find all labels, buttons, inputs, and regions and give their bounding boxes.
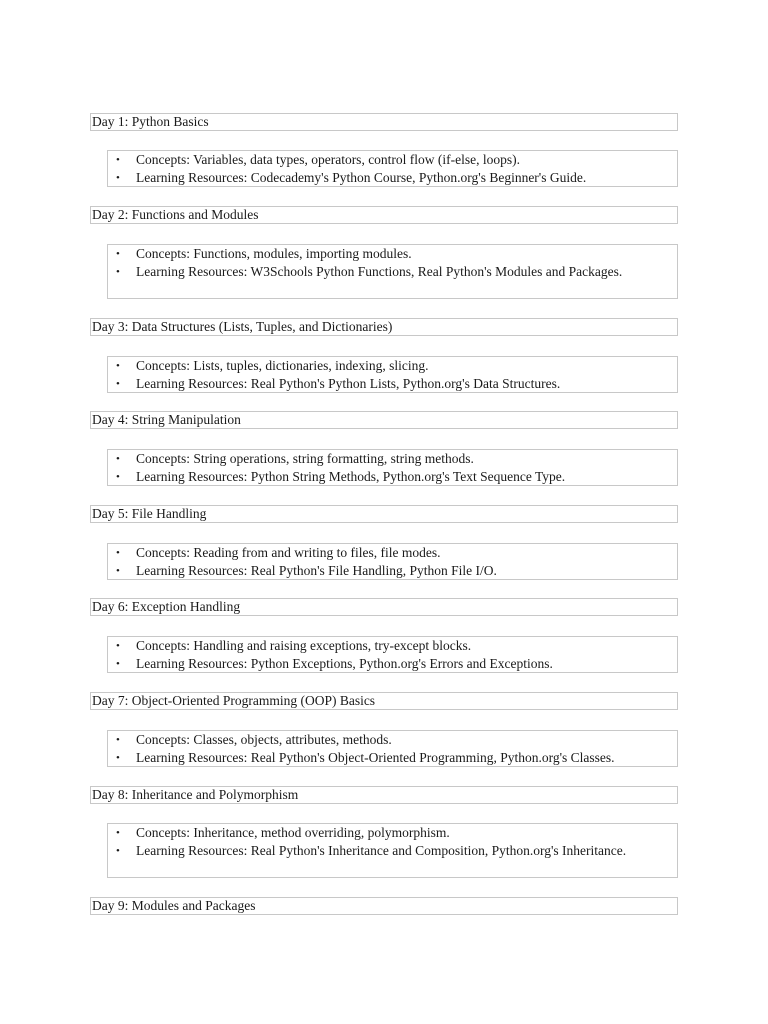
day-7-heading: Day 7: Object-Oriented Programming (OOP) Basics (90, 692, 678, 710)
day-5-list (107, 543, 678, 580)
bullet-icon: • (116, 266, 120, 278)
bullet-icon: • (116, 471, 120, 483)
list-item (108, 731, 677, 749)
day-8-list (107, 823, 678, 878)
bullet-icon: • (116, 453, 120, 465)
day-7-resources: Learning Resources: Real Python's Object-Oriented Programming, Python.org's Classes. (136, 750, 615, 765)
day-1-resources: Learning Resources: Codecademy's Python Course, Python.org's Beginner's Guide. (136, 170, 587, 185)
day-5-heading: Day 5: File Handling (90, 505, 678, 523)
day-3-heading: Day 3: Data Structures (Lists, Tuples, and Dictionaries) (90, 318, 678, 336)
day-5-resources: Learning Resources: Real Python's File Handling, Python File I/O. (136, 563, 497, 578)
bullet-icon: • (116, 752, 120, 764)
day-2-list (107, 244, 678, 299)
day-5-concepts: Concepts: Reading from and writing to files, file modes. (136, 545, 441, 560)
day-8-heading: Day 8: Inheritance and Polymorphism (90, 786, 678, 804)
bullet-icon: • (116, 360, 120, 372)
list-item (108, 824, 677, 842)
list-item (108, 375, 677, 393)
bullet-icon: • (116, 547, 120, 559)
list-item (108, 637, 677, 655)
day-9-heading: Day 9: Modules and Packages (90, 897, 678, 915)
bullet-icon: • (116, 378, 120, 390)
day-4-concepts: Concepts: String operations, string formatting, string methods. (136, 451, 474, 466)
day-6-list (107, 636, 678, 673)
list-item (108, 169, 677, 187)
day-1-concepts: Concepts: Variables, data types, operators, control flow (if-else, loops). (136, 152, 521, 167)
day-4-heading: Day 4: String Manipulation (90, 411, 678, 429)
day-7-concepts: Concepts: Classes, objects, attributes, methods. (136, 732, 392, 747)
bullet-icon: • (116, 154, 120, 166)
list-item (108, 245, 677, 263)
list-item (108, 562, 677, 580)
day-8-resources: Learning Resources: Real Python's Inheritance and Composition, Python.org's Inheritance. (136, 843, 627, 858)
list-item (108, 749, 677, 767)
day-4-resources: Learning Resources: Python String Methods, Python.org's Text Sequence Type. (136, 469, 566, 484)
day-4-list (107, 449, 678, 486)
day-3-concepts: Concepts: Lists, tuples, dictionaries, indexing, slicing. (136, 358, 429, 373)
bullet-icon: • (116, 827, 120, 839)
day-1-list (107, 150, 678, 187)
day-2-heading: Day 2: Functions and Modules (90, 206, 678, 224)
bullet-icon: • (116, 172, 120, 184)
list-item (108, 450, 677, 468)
day-6-concepts: Concepts: Handling and raising exceptions, try-except blocks. (136, 638, 472, 653)
bullet-icon: • (116, 734, 120, 746)
day-1-heading: Day 1: Python Basics (90, 113, 678, 131)
list-item (108, 151, 677, 169)
bullet-icon: • (116, 640, 120, 652)
day-8-concepts: Concepts: Inheritance, method overriding, polymorphism. (136, 825, 450, 840)
day-7-list (107, 730, 678, 767)
bullet-icon: • (116, 658, 120, 670)
day-3-resources: Learning Resources: Real Python's Python Lists, Python.org's Data Structures. (136, 376, 561, 391)
list-item (108, 544, 677, 562)
list-item (108, 468, 677, 486)
bullet-icon: • (116, 565, 120, 577)
list-item (108, 842, 677, 860)
list-item (108, 263, 677, 281)
list-item (108, 655, 677, 673)
day-2-resources: Learning Resources: W3Schools Python Functions, Real Python's Modules and Packages. (136, 264, 623, 279)
day-6-resources: Learning Resources: Python Exceptions, Python.org's Errors and Exceptions. (136, 656, 553, 671)
day-6-heading: Day 6: Exception Handling (90, 598, 678, 616)
bullet-icon: • (116, 248, 120, 260)
day-3-list (107, 356, 678, 393)
bullet-icon: • (116, 845, 120, 857)
list-item (108, 357, 677, 375)
day-2-concepts: Concepts: Functions, modules, importing modules. (136, 246, 412, 261)
